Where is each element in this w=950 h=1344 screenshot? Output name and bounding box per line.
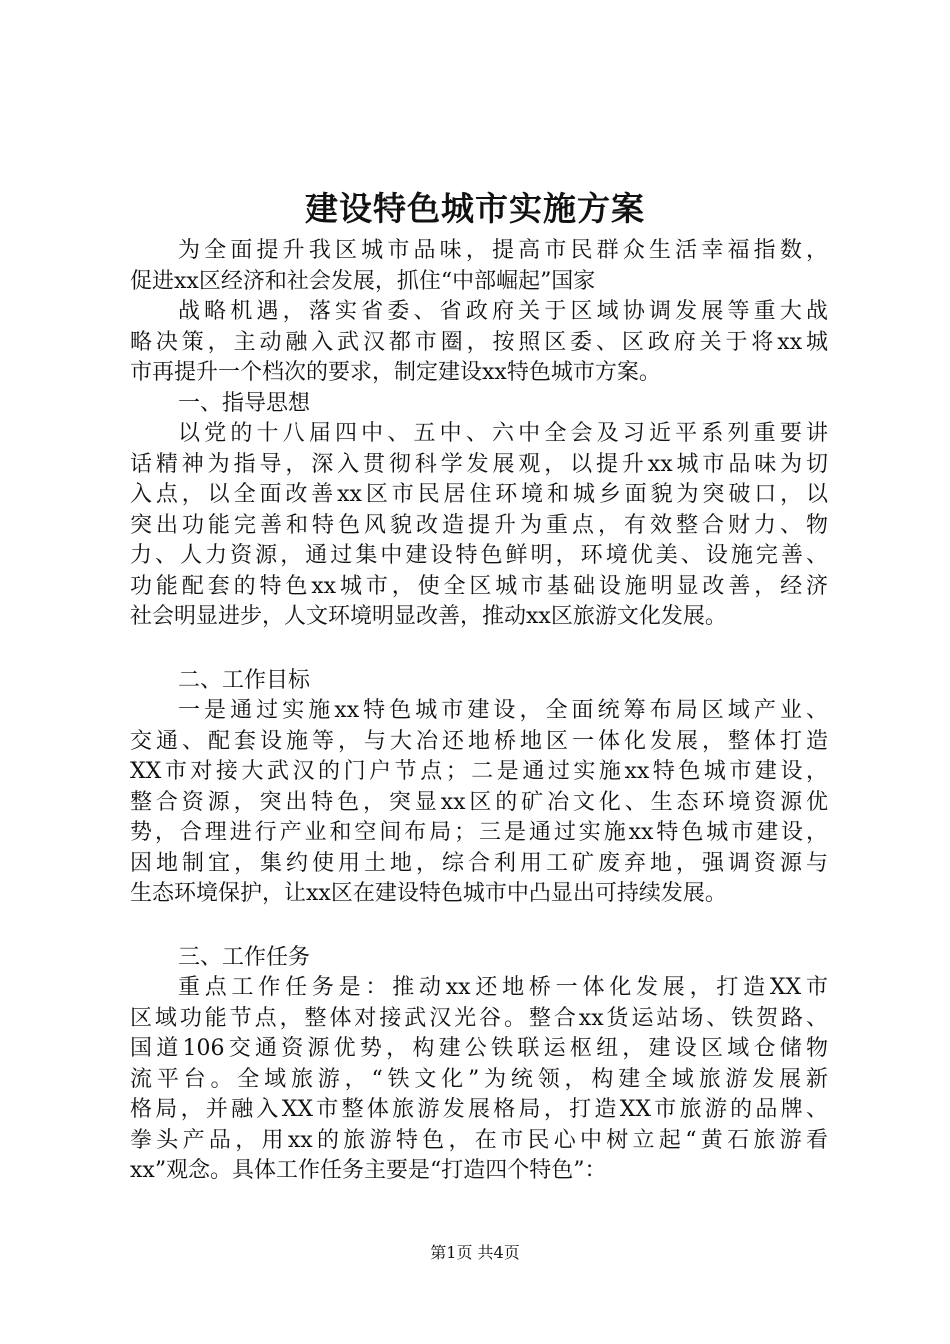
paragraph-line: 生态环境保护，让xx区在建设特色城市中凸显出可持续发展。 [130,881,727,906]
paragraph-gap [130,633,828,666]
paragraph-line: 流平台。全域旅游，“铁文化”为统领，构建全域旅游发展新 [130,1066,828,1092]
paragraph-line: 拳头产品，用xx的旅游特色，在市民心中树立起“黄石旅游看 [130,1127,828,1153]
paragraph-line: 整合资源，突出特色，突显xx区的矿冶文化、生态环境资源优 [130,789,828,815]
section-heading: 一、指导思想 [178,390,311,416]
paragraph-line: 重点工作任务是：推动xx还地桥一体化发展，打造XX市 [178,975,828,1000]
paragraph-line: 话精神为指导，深入贯彻科学发展观，以提升xx城市品味为切 [130,451,828,477]
paragraph-line: 格局，并融入XX市整体旅游发展格局，打造XX市旅游的品牌、 [130,1097,828,1122]
paragraph-line: 交通、配套设施等，与大冶还地桥地区一体化发展，整体打造 [130,728,828,754]
document-title: 建设特色城市实施方案 [305,189,645,228]
document-body [130,236,828,1187]
paragraph-line: 战略机遇，落实省委、省政府关于区域协调发展等重大战 [178,299,828,324]
paragraph-line: 促进xx区经济和社会发展，抓住“中部崛起”国家 [130,268,596,294]
paragraph-line: xx”观念。具体工作任务主要是“打造四个特色”： [130,1158,607,1183]
page-number: 第1页 共4页 [430,1243,520,1262]
paragraph-line: 为全面提升我区城市品味，提高市民群众生活幸福指数， [178,238,828,263]
paragraph-line: 一是通过实施xx特色城市建设，全面统筹布局区域产业、 [178,698,828,723]
paragraph-line: 势，合理进行产业和空间布局；三是通过实施xx特色城市建设， [130,820,828,845]
section-heading: 三、工作任务 [178,944,311,970]
paragraph-line: 因地制宜，集约使用土地，综合利用工矿废弃地，强调资源与 [130,850,828,876]
paragraph-line: 突出功能完善和特色风貌改造提升为重点，有效整合财力、物 [130,512,828,538]
paragraph-line: 国道106交通资源优势，构建公铁联运枢纽，建设区域仓储物 [130,1036,828,1061]
paragraph-gap [130,910,828,943]
paragraph-line: XX市对接大武汉的门户节点；二是通过实施xx特色城市建设， [130,759,828,784]
paragraph-line: 力、人力资源，通过集中建设特色鲜明，环境优美、设施完善、 [130,543,828,568]
paragraph-line: 区域功能节点，整体对接武汉光谷。整合xx货运站场、铁贺路、 [130,1005,828,1031]
paragraph-line: 功能配套的特色xx城市，使全区城市基础设施明显改善，经济 [130,573,828,599]
paragraph-line: 以党的十八届四中、五中、六中全会及习近平系列重要讲 [178,421,828,446]
paragraph-line: 略决策，主动融入武汉都市圈，按照区委、区政府关于将xx城 [130,329,828,355]
paragraph-line: 社会明显进步，人文环境明显改善，推动xx区旅游文化发展。 [130,604,727,629]
paragraph-line: 入点，以全面改善xx区市民居住环境和城乡面貌为突破口，以 [130,482,828,507]
section-heading: 二、工作目标 [178,667,311,693]
paragraph-line: 市再提升一个档次的要求，制定建设xx特色城市方案。 [130,360,661,385]
